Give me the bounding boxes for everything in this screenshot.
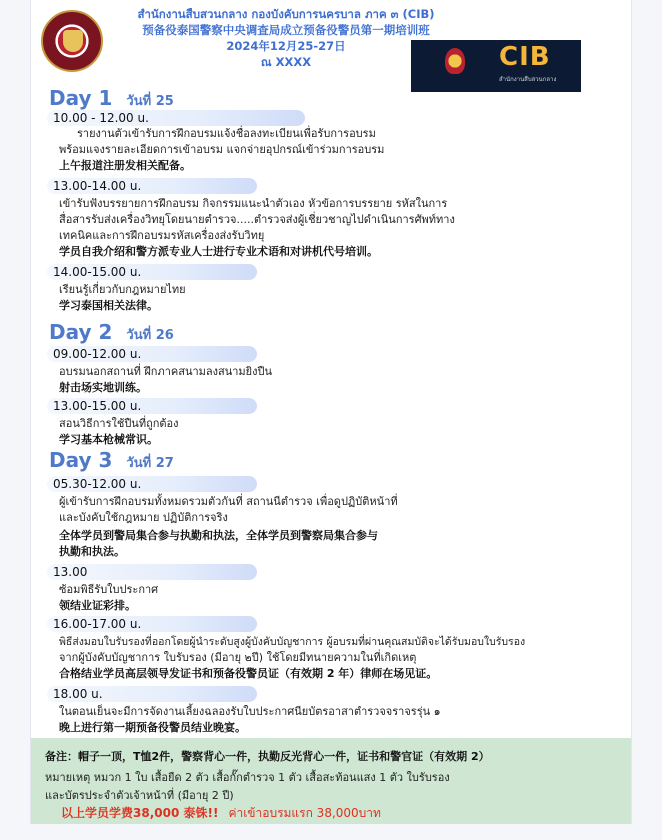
day-title: Day 2 <box>49 320 113 344</box>
header-line-chinese: 预备役泰国警察中央调查局成立预备役警员第一期培训班 <box>142 23 430 37</box>
police-badge-icon <box>445 48 465 74</box>
session-chinese-line: 执勤和执法。 <box>59 545 125 558</box>
cib-logo <box>411 40 581 92</box>
session-time: 13.00-14.00 u. <box>47 178 257 194</box>
day-3-heading <box>49 448 174 473</box>
session-thai-line: สอนวิธีการใช้ปืนที่ถูกต้อง <box>59 417 179 430</box>
session-thai-line: และบังคับใช้กฎหมาย ปฏิบัติการจริง <box>59 511 228 524</box>
cib-logo-subtext: สำนักงานสืบสวนกลาง <box>499 76 557 83</box>
session-time: 14.00-15.00 u. <box>47 264 257 280</box>
session-time: 18.00 u. <box>47 686 257 702</box>
day-1-heading <box>49 86 174 111</box>
session-chinese-line: 上午报道注册发相关配备。 <box>59 159 191 172</box>
session-thai-line: เข้ารับฟังบรรยายการฝึกอบรม กิจกรรมแนะนำตัวเอง หัวข้อการบรรยาย รหัสในการ <box>59 197 448 210</box>
flyer-header <box>31 0 631 92</box>
session-thai-line: พิธีส่งมอบใบรับรองที่ออกโดยผู้นำระดับสูงผู้บังคับบัญชาการ ผู้อบรมที่ผ่านคุณสมบัติจะได้รับมอบใบรับรอง <box>59 636 526 648</box>
university-seal-logo <box>41 10 103 72</box>
session-time: 05.30-12.00 u. <box>47 476 257 492</box>
day-date: วันที่ 27 <box>126 456 174 471</box>
session-chinese-line: 全体学员到警局集合参与执勤和执法，全体学员到警察局集合参与 <box>59 529 378 542</box>
session-thai-line: ผู้เข้ารับการฝึกอบรมทั้งหมดรวมตัวกันที่ สถานนีตำรวจ เพื่อดูปฏิบัติหน้าที่ <box>59 495 398 508</box>
session-chinese-line: 合格结业学员高层领导发证书和预备役警员证（有效期 2 年）律师在场见证。 <box>59 667 438 680</box>
notes-footer <box>31 738 631 824</box>
session-time: 10.00 - 12.00 u. <box>47 110 305 126</box>
header-venue: ณ XXXX <box>260 55 312 69</box>
session-chinese-line: 学习泰国相关法律。 <box>59 299 158 312</box>
session-thai-line: จากผู้บังคับบัญชาการ ใบรับรอง (มีอายุ ๒ปี) ใช้โดยมีทนายความในที่เกิดเหตุ <box>59 651 417 664</box>
day-date: วันที่ 25 <box>126 94 174 109</box>
session-chinese-line: 学习基本枪械常识。 <box>59 433 158 446</box>
session-thai-line: เรียนรู้เกี่ยวกับกฎหมายไทย <box>59 283 186 296</box>
session-thai-line: อบรมนอกสถานที่ ฝึกภาคสนามลงสนามยิงปืน <box>59 365 272 378</box>
note-thai-line: และบัตรประจำตัวเจ้าหน้าที่ (มีอายุ 2 ปี) <box>45 789 234 802</box>
session-time: 09.00-12.00 u. <box>47 346 257 362</box>
session-time: 16.00-17.00 u. <box>47 616 257 632</box>
fee-thai: ค่าเข้าอบรมแรก 38,000บาท <box>228 806 381 820</box>
session-thai-line: สื่อสารรับส่งเครื่องวิทยุโดยนายตำรวจ.....ตำรวจส่งผู้เชี่ยวชาญไปดำเนินการศัพท์ทาง <box>59 213 455 226</box>
training-flyer <box>30 0 632 824</box>
fee-chinese: 以上学员学费38,000 泰铢!! <box>61 806 219 820</box>
day-date: วันที่ 26 <box>126 328 174 343</box>
note-thai-line: หมายเหตุ หมวก 1 ใบ เสื้อยืด 2 ตัว เสื้อกั๊กตำรวจ 1 ตัว เสื้อสะท้อนแสง 1 ตัว ใบรับรอง <box>45 771 450 784</box>
session-chinese-line: 学员自我介绍和警方派专业人士进行专业术语和对讲机代号培训。 <box>59 245 378 258</box>
session-time: 13.00 <box>47 564 257 580</box>
session-chinese-line: 领结业证彩排。 <box>59 599 136 612</box>
seal-emblem <box>63 30 83 52</box>
session-thai-line: ในตอนเย็นจะมีการจัดงานเลี้ยงฉลองรับใบประกาศนียบัตรอาสาตำรวจจราจรรุ่น ๑ <box>59 705 441 718</box>
note-chinese: 备注：帽子一顶，T恤2件，警察背心一件，执勤反光背心一件，证书和警官证（有效期 2） <box>45 750 490 763</box>
header-date: 2024年12月25-27日 <box>226 39 346 53</box>
session-thai-line: ซ้อมพิธีรับใบประกาศ <box>59 583 159 596</box>
day-title: Day 3 <box>49 448 113 472</box>
day-title: Day 1 <box>49 86 113 110</box>
session-time: 13.00-15.00 u. <box>47 398 257 414</box>
session-chinese-line: 晚上进行第一期预备役警员结业晚宴。 <box>59 721 246 734</box>
header-line-thai: สำนักงานสืบสวนกลาง กองบังคับการนครบาล ภาค ๓ (CIB) <box>137 7 435 21</box>
header-text <box>126 6 446 70</box>
session-chinese-line: 射击场实地训练。 <box>59 381 147 394</box>
fee-line <box>61 804 381 823</box>
session-thai-line: รายงานตัวเข้ารับการฝึกอบรมแจ้งชื่อลงทะเบียนเพื่อรับการอบรม <box>77 127 376 140</box>
session-thai-line: เทคนิคและการฝึกอบรมรหัสเครื่องส่งรับวิทยุ <box>59 229 265 242</box>
session-thai-line: พร้อมแจงรายละเอียดการเข้าอบรม แจกจ่ายอุปกรณ์เข้าร่วมการอบรม <box>59 143 385 156</box>
day-2-heading <box>49 320 174 345</box>
cib-logo-text: CIB <box>499 42 551 72</box>
